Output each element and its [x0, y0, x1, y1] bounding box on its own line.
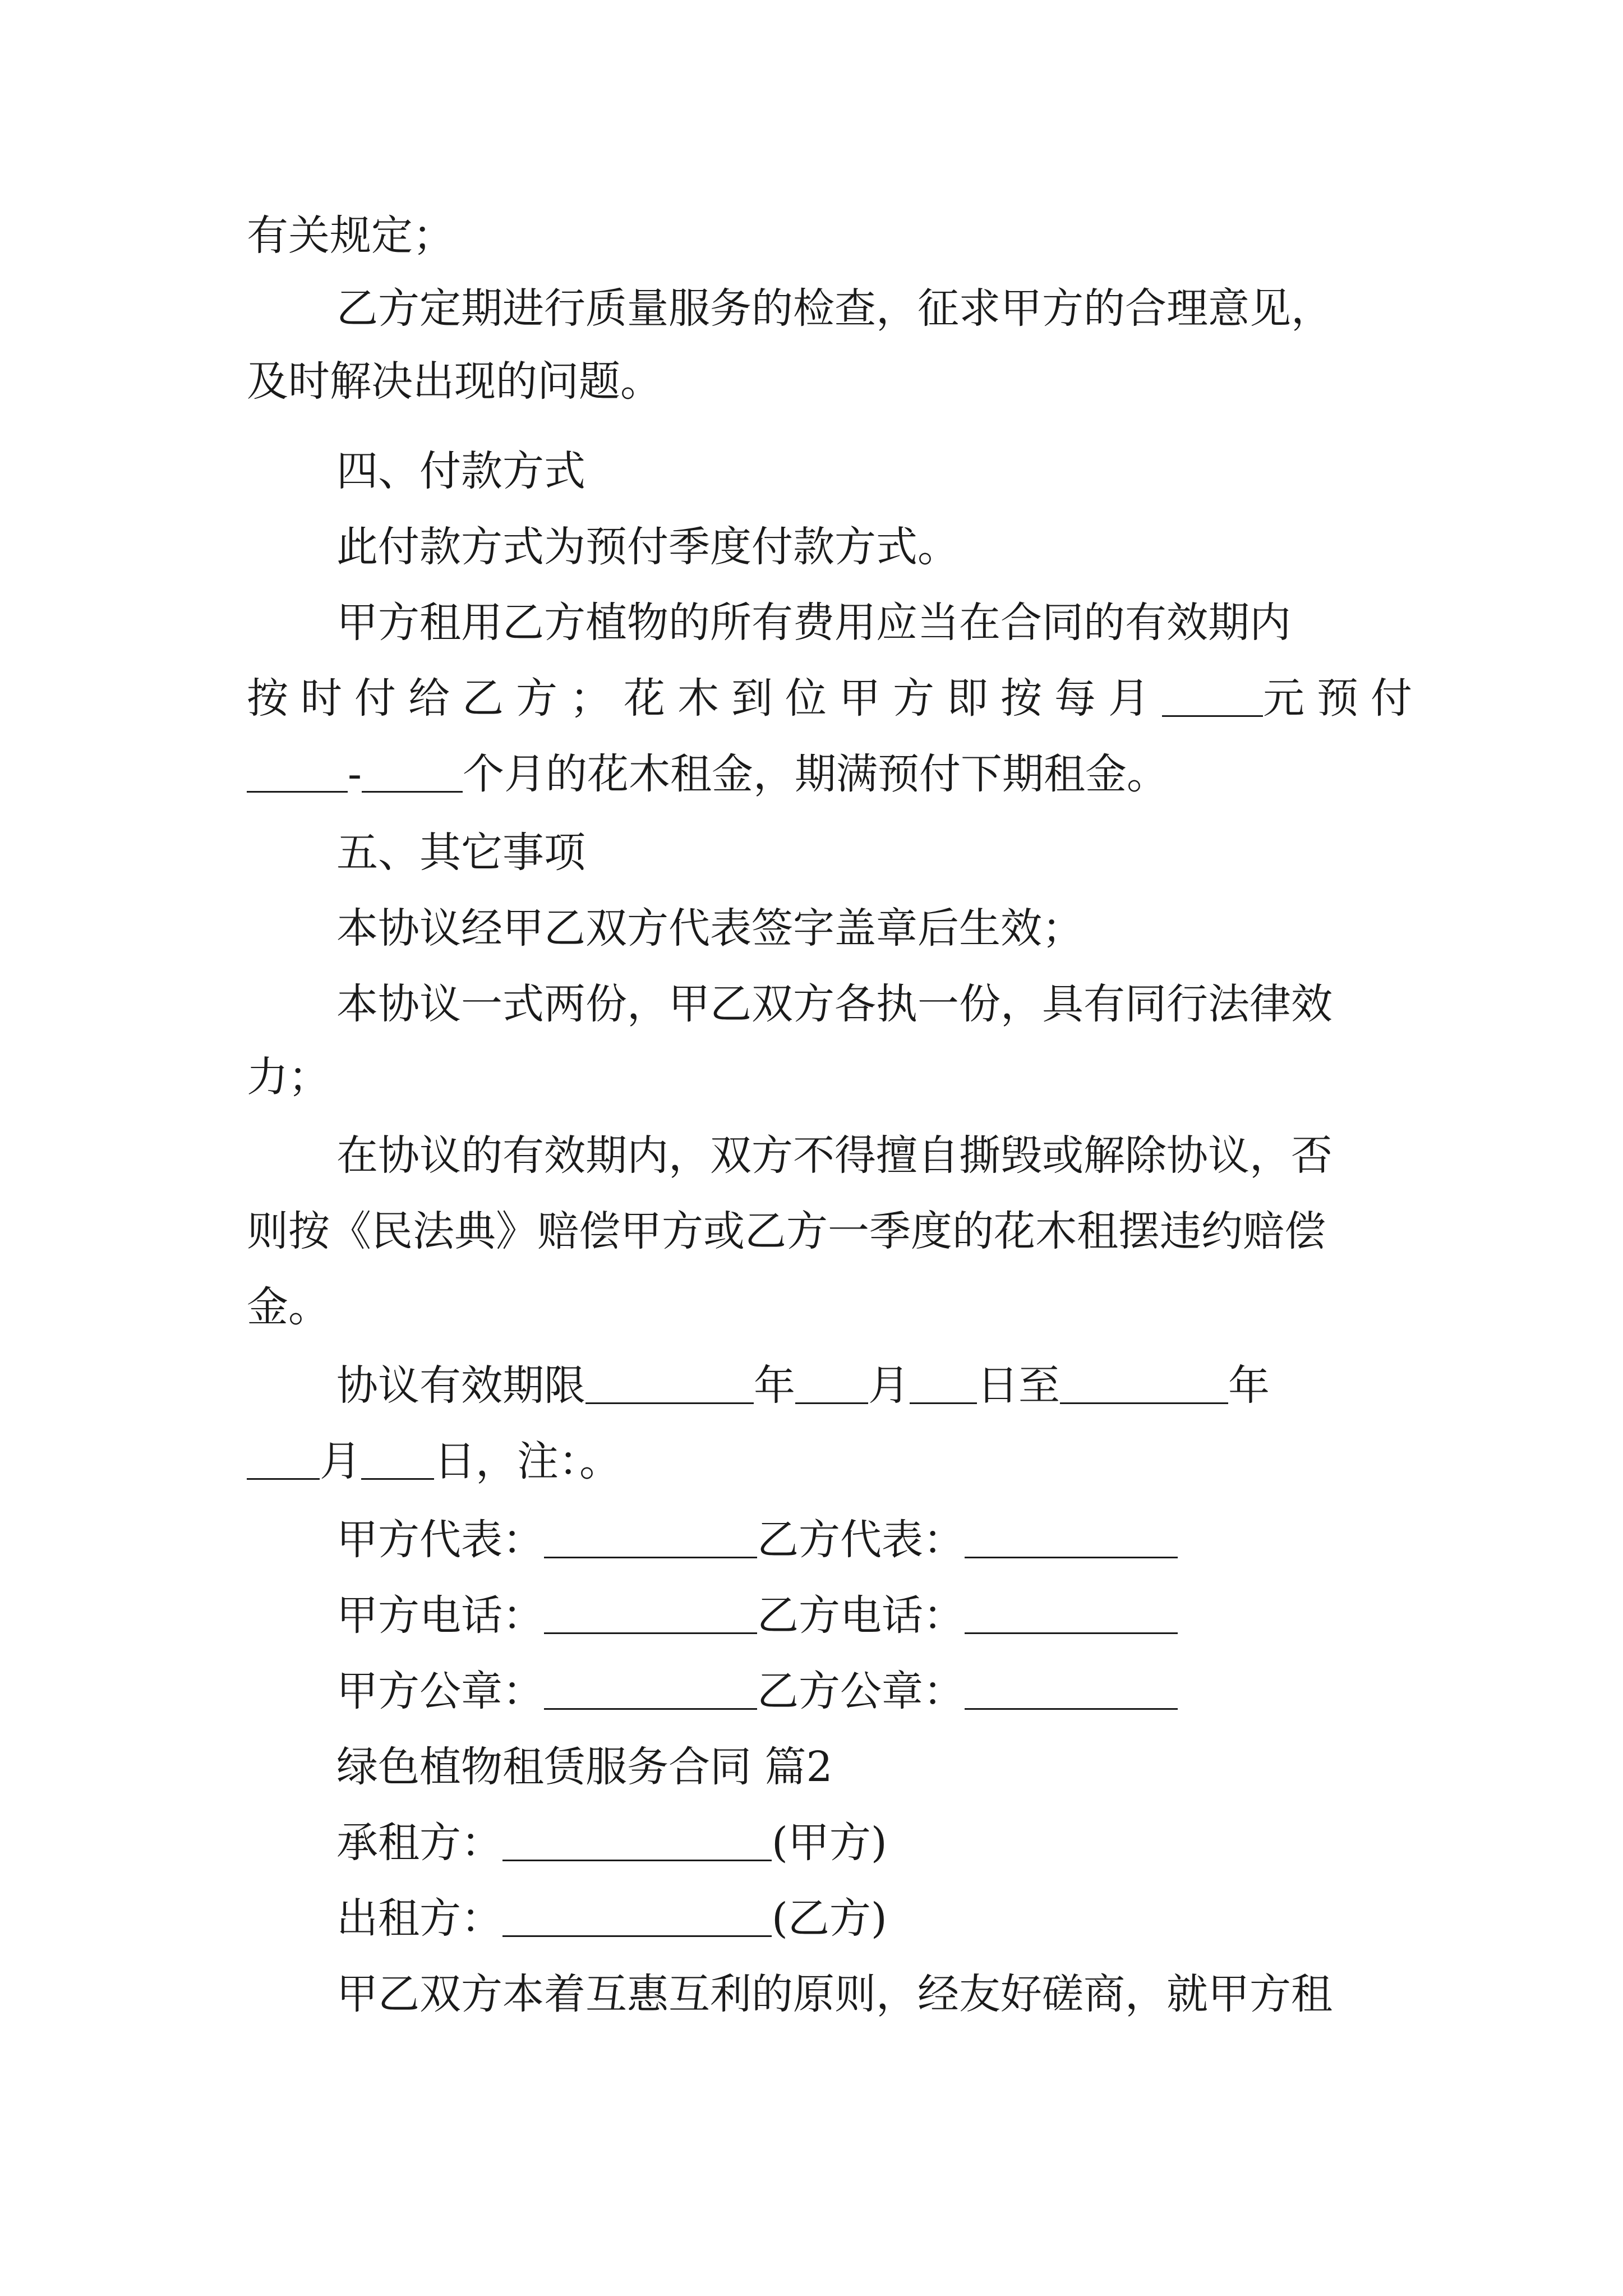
blank-field: [1060, 1361, 1228, 1404]
text-line: 有关规定；: [247, 211, 454, 260]
blank-field: [544, 1515, 757, 1558]
section-heading: 四、付款方式: [336, 447, 585, 495]
signature-row: 甲方电话： 乙方电话：: [0, 1588, 1623, 1644]
text-line: - 个月的花木租金，期满预付下期租金。: [0, 746, 1623, 802]
blank-field: [795, 1361, 868, 1404]
text-line: 金。: [247, 1283, 330, 1331]
blank-field: [362, 749, 463, 793]
blank-field: [965, 1667, 1178, 1710]
blank-field: [361, 1437, 434, 1480]
text-line: 按时付给乙方；花木到位甲方即按每月 元预付: [247, 674, 1424, 723]
text-line: 此付款方式为预付季度付款方式。: [336, 523, 959, 571]
blank-field: [502, 1894, 772, 1937]
blank-field: [247, 749, 348, 793]
text-line: 协议有效期限 年 月 日至 年: [336, 1361, 1270, 1410]
blank-field: [965, 1515, 1178, 1558]
signature-row: 甲方代表： 乙方代表：: [0, 1512, 1623, 1568]
text-line: 在协议的有效期内，双方不得擅自撕毁或解除协议，否: [336, 1131, 1332, 1180]
text-line: 月 日，注：。: [0, 1433, 1623, 1489]
blank-field: [1162, 674, 1263, 717]
blank-field: [544, 1591, 757, 1634]
text-line: 及时解决出现的问题。: [247, 357, 662, 406]
text-line: 甲方租用乙方植物的所有费用应当在合同的有效期内: [336, 599, 1291, 647]
blank-field: [502, 1818, 772, 1861]
blank-field: [247, 1437, 320, 1480]
blank-field: [544, 1667, 757, 1710]
text-line: 本协议经甲乙双方代表签字盖章后生效；: [336, 904, 1083, 953]
contract-title: 绿色植物租赁服务合同 篇2: [336, 1743, 833, 1791]
text-line: 则按《民法典》赔偿甲方或乙方一季度的花木租摆违约赔偿: [247, 1207, 1326, 1255]
blank-field: [965, 1591, 1178, 1634]
section-heading: 五、其它事项: [336, 829, 585, 877]
text-line: 出租方： (乙方): [336, 1894, 887, 1943]
text-line: 力；: [247, 1053, 330, 1101]
text-line: 本协议一式两份，甲乙双方各执一份，具有同行法律效: [336, 980, 1332, 1028]
text-line: 承租方： (甲方): [336, 1819, 887, 1867]
blank-field: [910, 1361, 977, 1404]
signature-row: 甲方公章： 乙方公章：: [0, 1663, 1623, 1719]
text-line: 甲乙双方本着互惠互利的原则，经友好磋商，就甲方租: [336, 1970, 1332, 2018]
text-line: 乙方定期进行质量服务的检查，征求甲方的合理意见，: [336, 284, 1332, 333]
blank-field: [585, 1361, 754, 1404]
